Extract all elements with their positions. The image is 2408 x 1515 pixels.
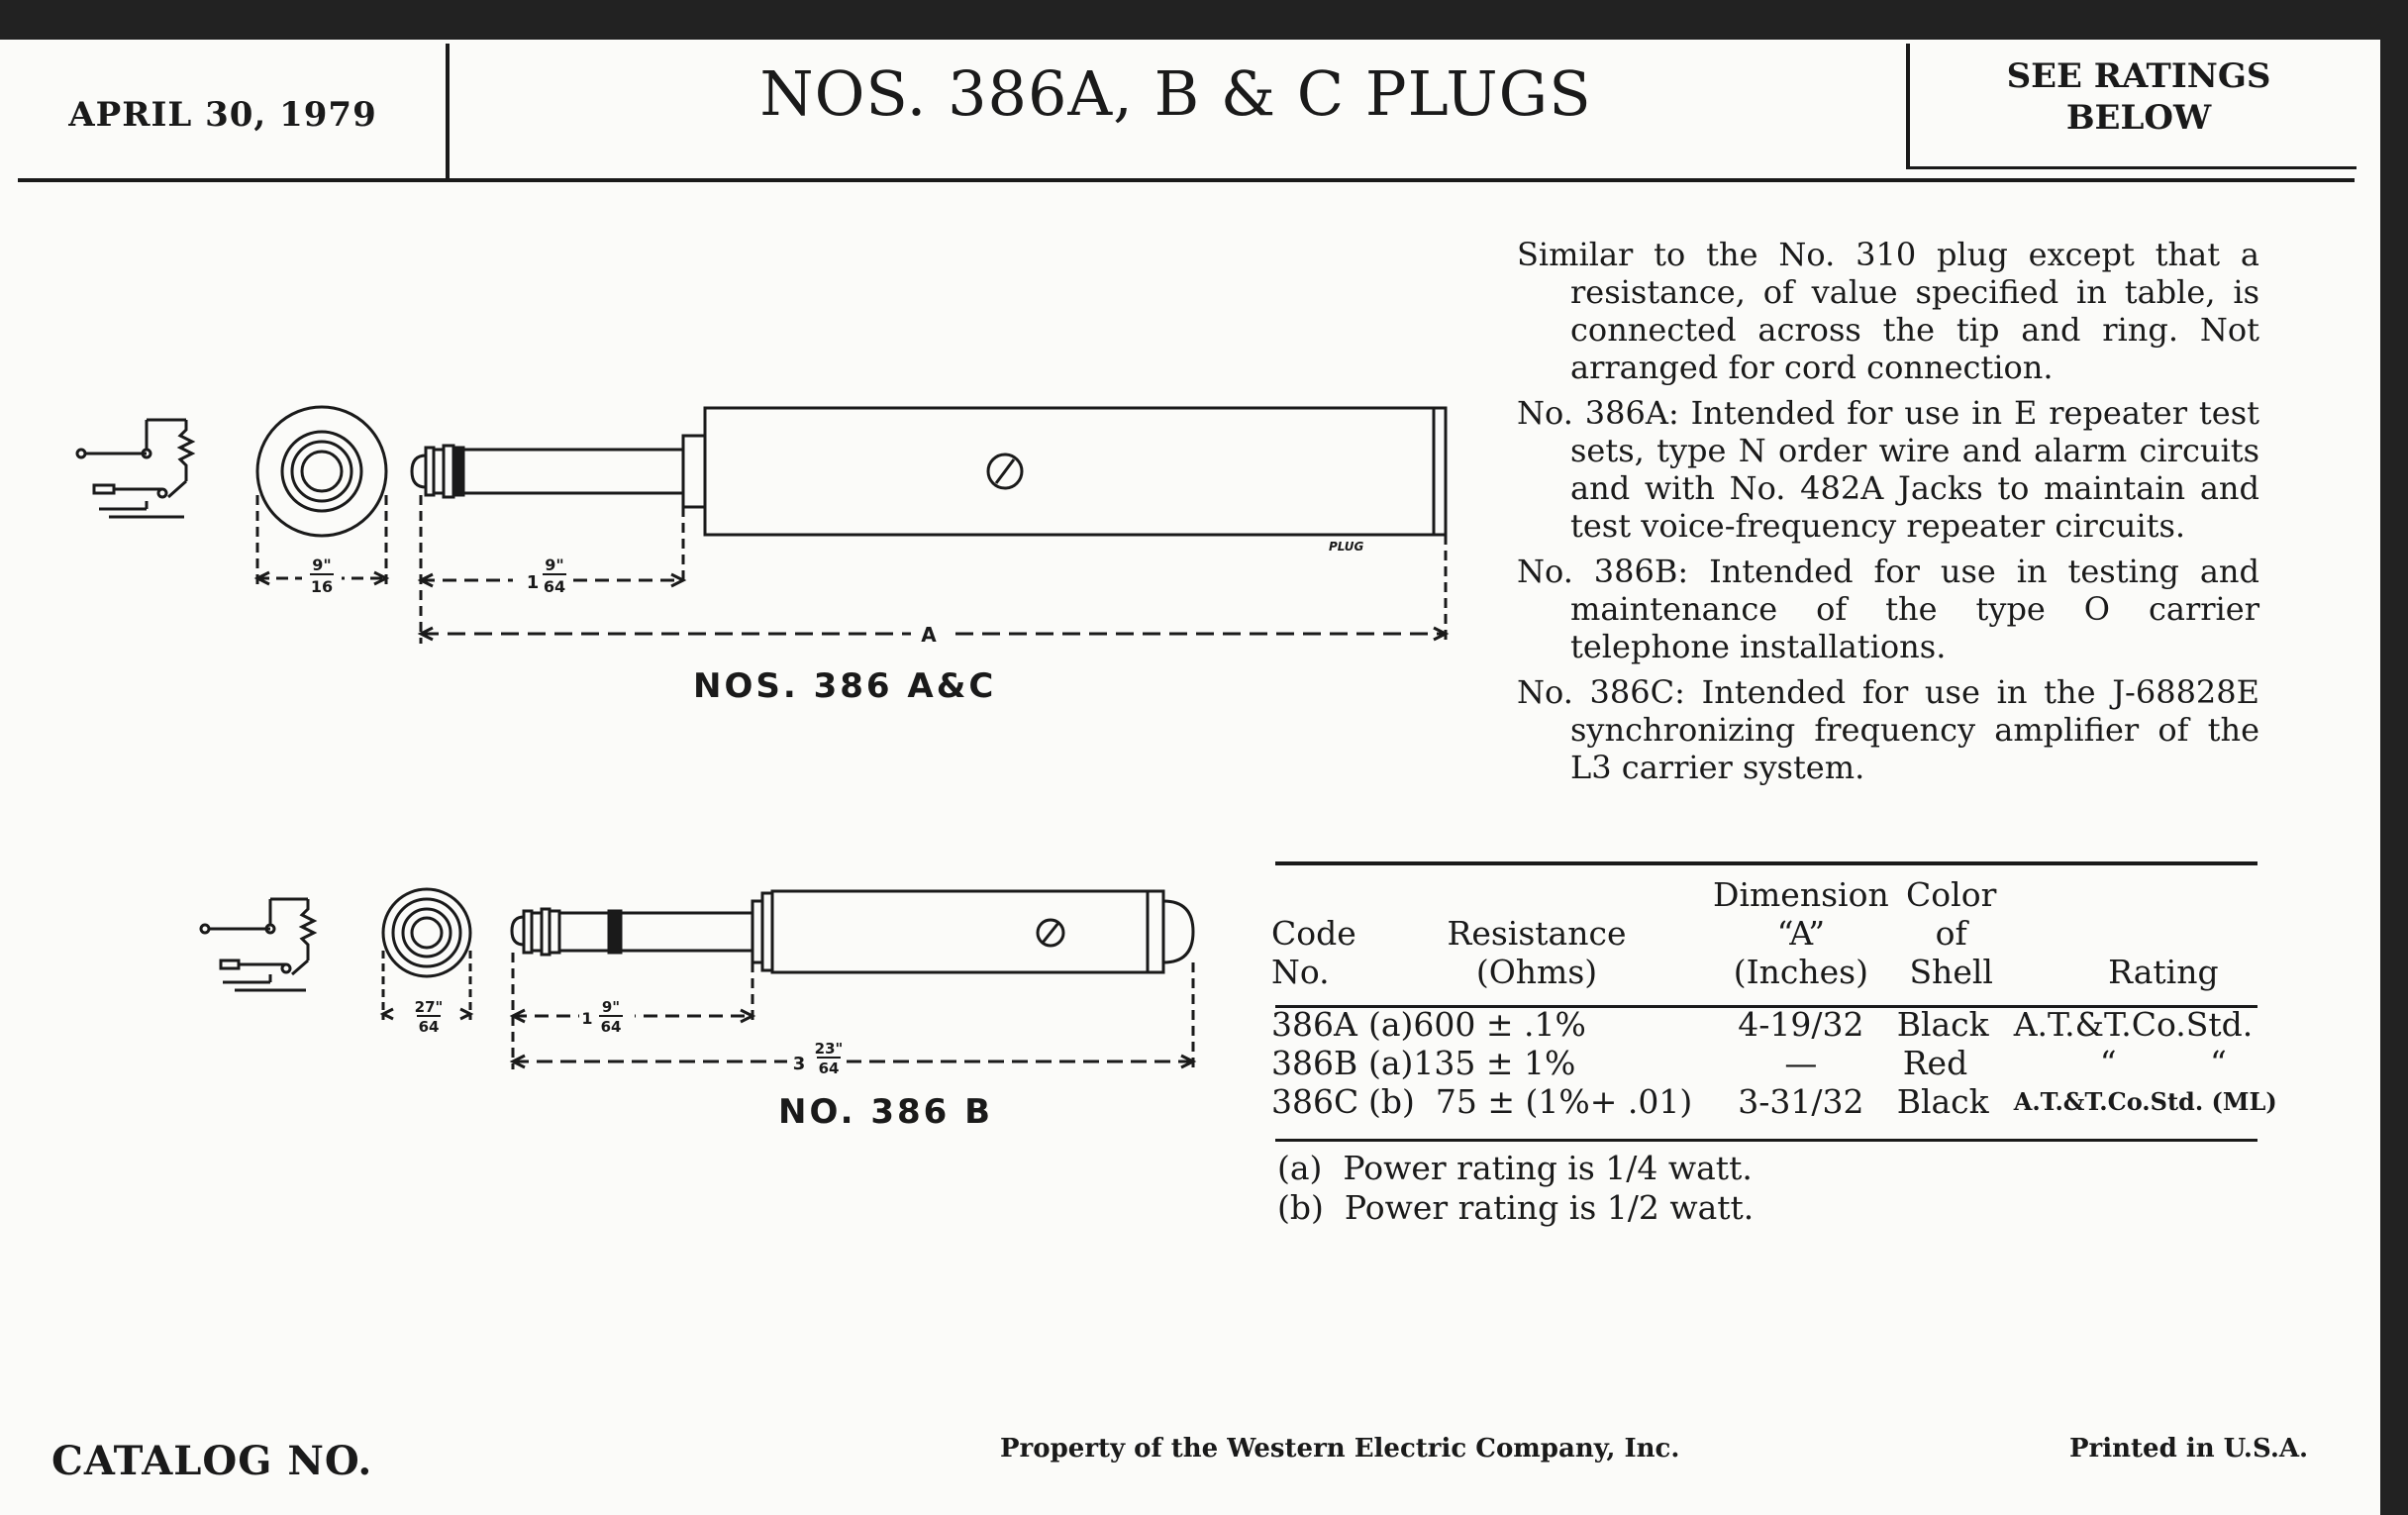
printed-notice: Printed in U.S.A. <box>2069 1434 2309 1464</box>
col-resistance-line1: Resistance <box>1447 914 1627 953</box>
ratings-table <box>1267 875 2317 1121</box>
note-a: (a) Power rating is 1/4 watt. <box>1277 1149 1753 1187</box>
cell-resistance: (a)135 ± 1% <box>1368 1044 1576 1082</box>
plug-description <box>1517 236 2259 794</box>
header-divider-right <box>1906 44 1910 168</box>
dim-tip-b-den: 64 <box>600 1018 622 1036</box>
col-rating: Rating <box>2108 953 2219 991</box>
catalog-number-label: CATALOG NO. <box>51 1438 373 1484</box>
cell-color: Black <box>1896 1082 1989 1121</box>
header-rating-rule <box>1906 166 2357 169</box>
page-title: NOS. 386A, B & C PLUGS <box>759 57 1592 130</box>
col-code-line2: No. <box>1271 953 1330 991</box>
caption-386-ac: NOS. 386 A&C <box>693 666 997 706</box>
col-resistance-line2: (Ohms) <box>1475 953 1598 991</box>
cell-rating: A.T.&T.Co.Std. <box>2013 1005 2254 1044</box>
dim-tip-b-num: 9" <box>601 998 621 1016</box>
description-386b: No. 386B: Intended for use in testing and maintenance of the type O carrier telephone installations. <box>1517 553 2259 665</box>
dim-overall-b-whole: 3 <box>792 1054 806 1074</box>
table-row <box>1267 1082 2317 1121</box>
dim-face-ac-den: 16 <box>310 577 334 596</box>
col-dimension-line1: Dimension <box>1713 875 1889 914</box>
dim-overall-a: A <box>921 623 937 647</box>
col-code-line1: Code <box>1271 914 1356 953</box>
dim-overall-b-num: 23" <box>814 1040 844 1058</box>
cell-rating: A.T.&T.Co.Std. (ML) <box>2013 1087 2277 1116</box>
cell-color: Black <box>1896 1005 1989 1044</box>
caption-386-b: NO. 386 B <box>778 1092 994 1132</box>
cell-color: Red <box>1902 1044 1968 1082</box>
ratings-note <box>1916 55 2361 139</box>
table-bottom-rule <box>1275 1139 2258 1142</box>
header-divider-left <box>446 44 450 178</box>
ratings-note-line1: SEE RATINGS <box>2006 56 2271 96</box>
cell-code: 386B <box>1271 1044 1358 1082</box>
col-color-line3: Shell <box>1909 953 1993 991</box>
table-header-row <box>1267 875 2317 991</box>
note-b: (b) Power rating is 1/2 watt. <box>1277 1188 1755 1227</box>
col-dimension-line2: “A” <box>1776 914 1826 953</box>
col-color <box>1893 875 2010 991</box>
dim-tip-b-whole: 1 <box>581 1009 593 1028</box>
col-dimension-line3: (Inches) <box>1733 953 1868 991</box>
sheet-date: APRIL 30, 1979 <box>68 95 377 135</box>
cell-resistance: (b) 75 ± (1%+ .01) <box>1368 1082 1693 1121</box>
dim-face-b-den: 64 <box>418 1018 440 1036</box>
drawing-386-b <box>193 881 1213 1079</box>
table-top-rule <box>1275 861 2258 865</box>
scan-top-border <box>0 0 2408 40</box>
header-bottom-rule <box>18 178 2355 182</box>
col-dimension <box>1709 875 1893 991</box>
dim-tip-ac-whole: 1 <box>526 572 540 593</box>
property-notice: Property of the Western Electric Company, Inc. <box>1000 1434 1680 1464</box>
cell-dimension: 3-31/32 <box>1738 1082 1864 1121</box>
cell-rating: “ “ <box>2099 1044 2227 1082</box>
cell-dimension: — <box>1784 1044 1818 1082</box>
dim-tip-ac-den: 64 <box>543 577 566 596</box>
schematic-icon <box>77 420 192 517</box>
dim-tip-ac-num: 9" <box>545 556 564 574</box>
table-row <box>1267 1005 2317 1044</box>
dim-face-b-num: 27" <box>414 998 444 1016</box>
plug-body-label: PLUG <box>1329 540 1364 554</box>
cell-resistance: (a)600 ± .1% <box>1368 1005 1586 1044</box>
plug-side-view <box>512 891 1193 972</box>
dim-overall-b-den: 64 <box>818 1060 840 1077</box>
description-general: Similar to the No. 310 plug except that a resistance, of value specified in table, is connected across the tip and ring. Not arranged for cord connection. <box>1517 236 2259 386</box>
scan-right-border <box>2380 0 2408 1515</box>
dim-face-ac-num: 9" <box>312 556 332 574</box>
col-color-line1: Color <box>1906 875 1997 914</box>
col-resistance <box>1364 875 1709 991</box>
description-386c: No. 386C: Intended for use in the J-68828E synchronizing frequency amplifier of the L3 carrier system. <box>1517 673 2259 786</box>
table-notes <box>1277 1149 1754 1228</box>
cell-dimension: 4-19/32 <box>1738 1005 1864 1044</box>
ratings-note-line2: BELOW <box>2065 98 2212 138</box>
cell-code: 386C <box>1271 1082 1359 1121</box>
col-color-line2: of <box>1935 914 1967 953</box>
plug-side-view <box>412 408 1446 535</box>
schematic-icon <box>201 899 314 990</box>
cell-code: 386A <box>1271 1005 1357 1044</box>
table-row <box>1267 1044 2317 1082</box>
description-386a: No. 386A: Intended for use in E repeater test sets, type N order wire and alarm circuits and with No. 482A Jacks to maintain and test voice-frequency repeater circuits. <box>1517 394 2259 545</box>
col-code <box>1267 875 1364 991</box>
